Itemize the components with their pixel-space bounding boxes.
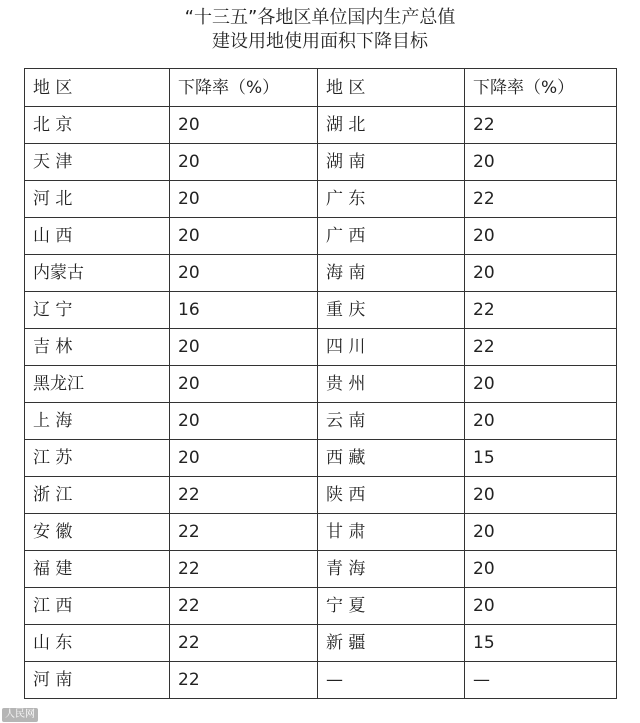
rate-cell-left: 16 bbox=[170, 292, 318, 329]
rate-cell-right: — bbox=[465, 662, 617, 699]
region-cell-right: 四 川 bbox=[318, 329, 465, 366]
document-title bbox=[0, 6, 640, 54]
region-cell-right: 湖 南 bbox=[318, 144, 465, 181]
region-cell-right: 新 疆 bbox=[318, 625, 465, 662]
region-cell-right: 甘 肃 bbox=[318, 514, 465, 551]
rate-cell-left: 20 bbox=[170, 218, 318, 255]
region-cell-right: — bbox=[318, 662, 465, 699]
rate-cell-right: 22 bbox=[465, 292, 617, 329]
header-region-right: 地 区 bbox=[318, 69, 465, 107]
region-cell-left: 河 南 bbox=[25, 662, 170, 699]
region-cell-right: 云 南 bbox=[318, 403, 465, 440]
region-cell-left: 吉 林 bbox=[25, 329, 170, 366]
table-header-row bbox=[25, 69, 617, 107]
rate-cell-right: 22 bbox=[465, 181, 617, 218]
rate-cell-right: 15 bbox=[465, 440, 617, 477]
table-row bbox=[25, 144, 617, 181]
rate-cell-right: 20 bbox=[465, 588, 617, 625]
table-row bbox=[25, 477, 617, 514]
region-cell-left: 北 京 bbox=[25, 107, 170, 144]
region-cell-right: 西 藏 bbox=[318, 440, 465, 477]
rate-cell-right: 20 bbox=[465, 403, 617, 440]
table-row bbox=[25, 551, 617, 588]
rate-cell-left: 20 bbox=[170, 181, 318, 218]
table-row bbox=[25, 440, 617, 477]
rate-cell-left: 22 bbox=[170, 588, 318, 625]
region-cell-right: 贵 州 bbox=[318, 366, 465, 403]
region-cell-right: 湖 北 bbox=[318, 107, 465, 144]
region-cell-left: 江 苏 bbox=[25, 440, 170, 477]
region-cell-left: 辽 宁 bbox=[25, 292, 170, 329]
region-cell-right: 广 西 bbox=[318, 218, 465, 255]
header-rate-right: 下降率（%） bbox=[465, 69, 617, 107]
table-row bbox=[25, 403, 617, 440]
region-cell-left: 福 建 bbox=[25, 551, 170, 588]
region-cell-left: 天 津 bbox=[25, 144, 170, 181]
rate-cell-left: 20 bbox=[170, 329, 318, 366]
region-cell-right: 青 海 bbox=[318, 551, 465, 588]
rate-cell-left: 22 bbox=[170, 625, 318, 662]
table-row bbox=[25, 588, 617, 625]
rate-cell-right: 20 bbox=[465, 551, 617, 588]
rate-cell-right: 20 bbox=[465, 218, 617, 255]
table-row bbox=[25, 292, 617, 329]
rate-cell-left: 20 bbox=[170, 366, 318, 403]
rate-cell-right: 22 bbox=[465, 107, 617, 144]
region-cell-left: 河 北 bbox=[25, 181, 170, 218]
rate-cell-left: 22 bbox=[170, 477, 318, 514]
region-cell-left: 山 西 bbox=[25, 218, 170, 255]
title-line-1: “十三五”各地区单位国内生产总值 bbox=[184, 7, 456, 28]
rate-cell-left: 20 bbox=[170, 403, 318, 440]
region-cell-right: 广 东 bbox=[318, 181, 465, 218]
rate-cell-right: 20 bbox=[465, 514, 617, 551]
rate-cell-right: 20 bbox=[465, 255, 617, 292]
header-region-left: 地 区 bbox=[25, 69, 170, 107]
table-row bbox=[25, 218, 617, 255]
rate-cell-right: 20 bbox=[465, 144, 617, 181]
region-cell-left: 江 西 bbox=[25, 588, 170, 625]
table-row bbox=[25, 255, 617, 292]
title-line-2: 建设用地使用面积下降目标 bbox=[212, 31, 428, 52]
table-row bbox=[25, 625, 617, 662]
rate-cell-right: 20 bbox=[465, 477, 617, 514]
region-cell-left: 内蒙古 bbox=[25, 255, 170, 292]
table-row bbox=[25, 181, 617, 218]
region-cell-left: 上 海 bbox=[25, 403, 170, 440]
rate-cell-left: 20 bbox=[170, 440, 318, 477]
rate-cell-right: 15 bbox=[465, 625, 617, 662]
table-row bbox=[25, 329, 617, 366]
rate-cell-left: 22 bbox=[170, 662, 318, 699]
region-cell-right: 海 南 bbox=[318, 255, 465, 292]
table-row bbox=[25, 662, 617, 699]
table-row bbox=[25, 366, 617, 403]
region-cell-right: 陕 西 bbox=[318, 477, 465, 514]
region-cell-left: 安 徽 bbox=[25, 514, 170, 551]
rate-cell-right: 22 bbox=[465, 329, 617, 366]
rate-cell-left: 20 bbox=[170, 107, 318, 144]
rate-cell-left: 20 bbox=[170, 255, 318, 292]
rate-cell-left: 20 bbox=[170, 144, 318, 181]
header-rate-left: 下降率（%） bbox=[170, 69, 318, 107]
rate-cell-left: 22 bbox=[170, 551, 318, 588]
watermark: 人民网 bbox=[2, 708, 38, 722]
region-cell-right: 宁 夏 bbox=[318, 588, 465, 625]
region-cell-left: 黑龙江 bbox=[25, 366, 170, 403]
region-cell-right: 重 庆 bbox=[318, 292, 465, 329]
region-cell-left: 山 东 bbox=[25, 625, 170, 662]
reduction-target-table bbox=[24, 68, 617, 699]
rate-cell-left: 22 bbox=[170, 514, 318, 551]
table-row bbox=[25, 514, 617, 551]
table-row bbox=[25, 107, 617, 144]
rate-cell-right: 20 bbox=[465, 366, 617, 403]
region-cell-left: 浙 江 bbox=[25, 477, 170, 514]
